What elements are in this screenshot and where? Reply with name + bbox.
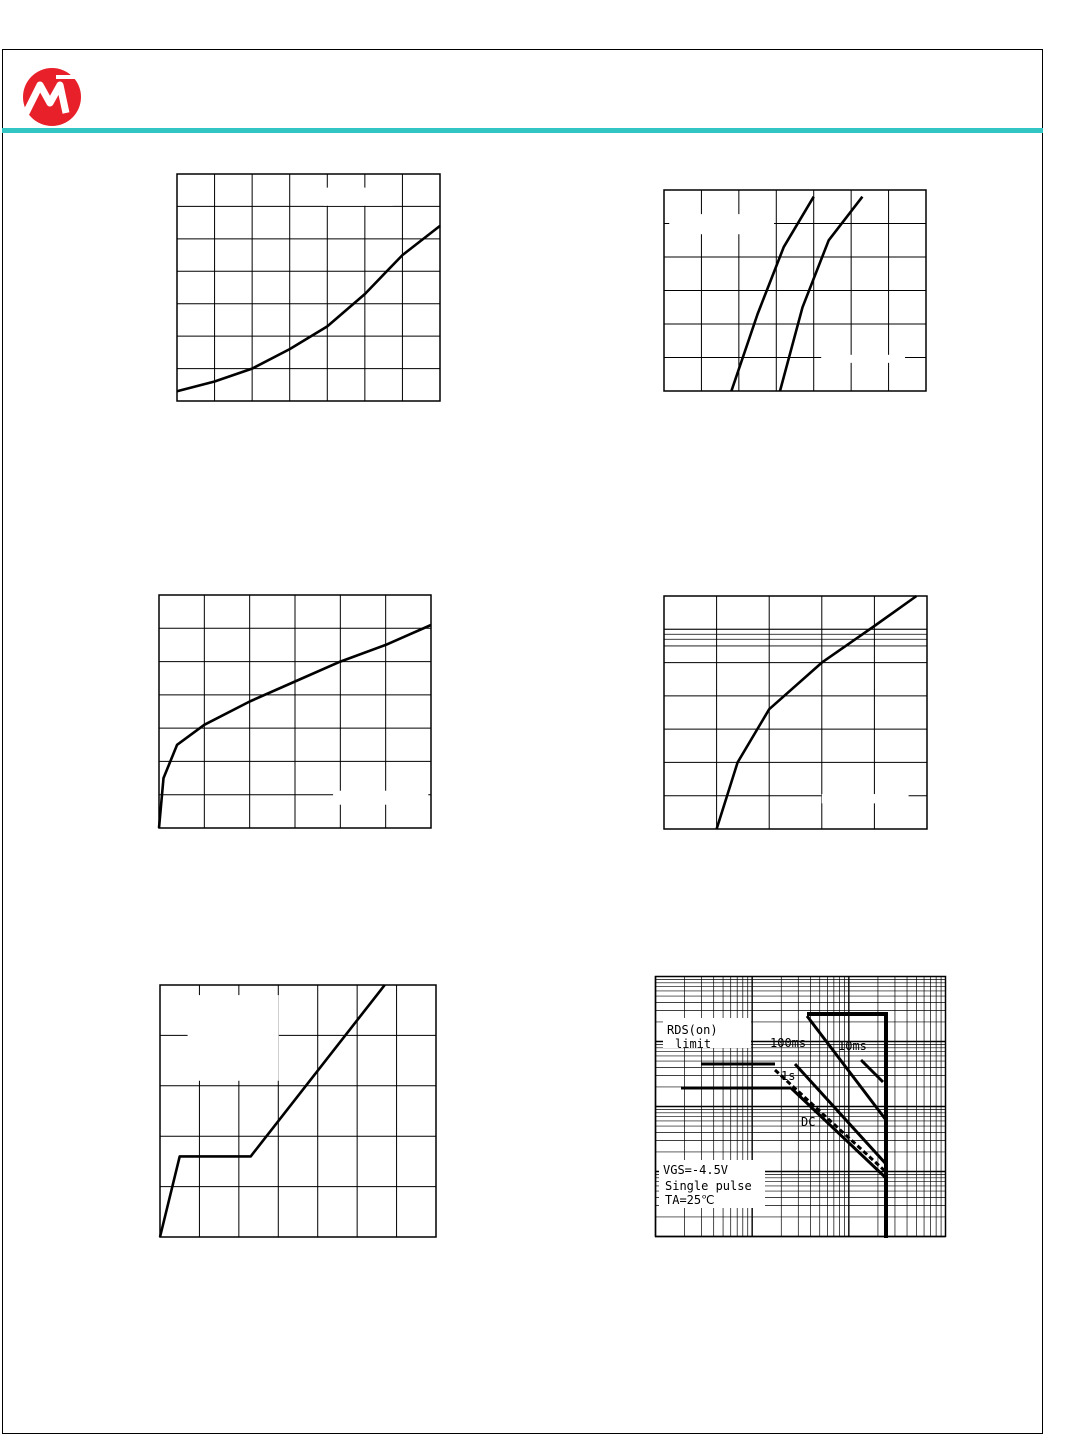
chart-panel-5 bbox=[159, 984, 437, 1238]
chart-panel-3 bbox=[158, 594, 432, 829]
logo-bar bbox=[56, 75, 80, 79]
label-rds-on: RDS(on) bbox=[667, 1023, 718, 1037]
label-single-pulse: Single pulse bbox=[665, 1179, 752, 1193]
label-limit: limit bbox=[675, 1037, 712, 1051]
plot-border bbox=[664, 596, 927, 829]
legend-box bbox=[324, 188, 392, 206]
header-rule bbox=[2, 128, 1043, 133]
label-100ms: 100ms bbox=[770, 1036, 807, 1050]
legend-box bbox=[821, 355, 905, 363]
plot-border bbox=[177, 174, 440, 401]
company-logo-icon bbox=[16, 67, 90, 127]
chart-panel-1 bbox=[176, 173, 441, 402]
label-vgs: VGS=-4.5V bbox=[663, 1163, 729, 1177]
label-ta: TA=25℃ bbox=[665, 1193, 715, 1207]
chart-panel-4 bbox=[663, 595, 928, 830]
chart-panel-6-safe-operating-area bbox=[655, 976, 947, 1238]
label-1s: 1s bbox=[781, 1069, 796, 1083]
label-dc: DC bbox=[801, 1115, 816, 1129]
legend-box bbox=[188, 995, 279, 1081]
legend-box bbox=[333, 791, 428, 805]
label-10ms: 10ms bbox=[838, 1039, 867, 1053]
legend-box bbox=[669, 214, 774, 234]
legend-box bbox=[822, 794, 909, 803]
chart-panel-2 bbox=[663, 189, 927, 392]
